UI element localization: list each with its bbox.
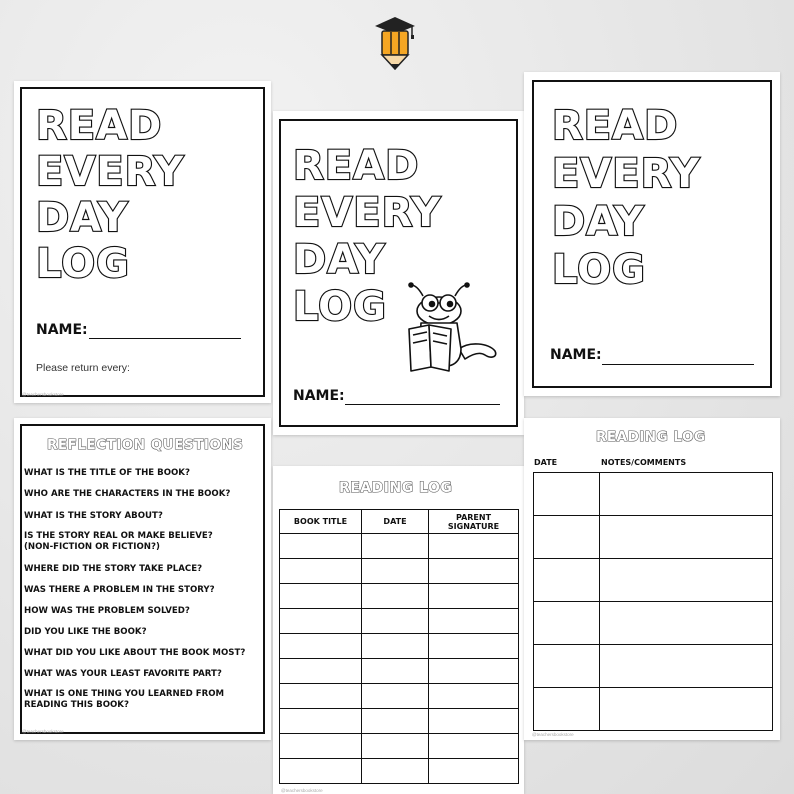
table-row	[280, 534, 519, 559]
name-label: NAME:	[550, 347, 602, 363]
cover-title-line-every: EVERY	[293, 190, 442, 236]
table-row	[534, 688, 773, 731]
table-cell[interactable]	[600, 473, 773, 516]
cover-title-line-every: EVERY	[552, 151, 701, 197]
cover-page-bookworm	[273, 111, 524, 435]
question-item: WHAT DID YOU LIKE ABOUT THE BOOK MOST?	[24, 648, 246, 658]
cover-title-line-log: LOG	[293, 284, 387, 330]
table-cell[interactable]	[429, 534, 519, 559]
table-cell[interactable]	[600, 645, 773, 688]
table-cell[interactable]	[429, 609, 519, 634]
table-cell[interactable]	[534, 645, 600, 688]
name-field[interactable]	[89, 338, 241, 339]
footer-credit: @teachersbookstore	[281, 788, 323, 793]
bookworm-reading-icon	[399, 271, 509, 381]
name-label: NAME:	[293, 388, 345, 404]
table-cell[interactable]	[534, 516, 600, 559]
logo	[372, 14, 422, 72]
table-cell[interactable]	[600, 516, 773, 559]
table-row	[280, 734, 519, 759]
table-row	[280, 559, 519, 584]
table-cell[interactable]	[280, 759, 362, 784]
table-row	[534, 559, 773, 602]
column-header-date: DATE	[362, 510, 429, 534]
table-cell[interactable]	[280, 584, 362, 609]
question-item: WHAT WAS YOUR LEAST FAVORITE PART?	[24, 669, 222, 679]
table-cell[interactable]	[362, 684, 429, 709]
table-cell[interactable]	[362, 534, 429, 559]
column-header-date: DATE	[534, 458, 558, 467]
cover-title-line-day: DAY	[293, 237, 386, 283]
reading-log-table	[279, 509, 519, 784]
table-cell[interactable]	[429, 634, 519, 659]
cover-title-line-log: LOG	[552, 247, 646, 293]
table-row	[280, 584, 519, 609]
column-header-notes-comments: NOTES/COMMENTS	[601, 458, 687, 467]
cover-title-line-day: DAY	[552, 199, 645, 245]
table-cell[interactable]	[600, 602, 773, 645]
table-cell[interactable]	[280, 659, 362, 684]
table-row	[280, 759, 519, 784]
name-field[interactable]	[602, 364, 754, 365]
footer-credit: @teachersbookstore	[22, 729, 64, 734]
table-cell[interactable]	[534, 688, 600, 731]
name-label: NAME:	[36, 322, 88, 338]
table-cell[interactable]	[362, 709, 429, 734]
question-item: DID YOU LIKE THE BOOK?	[24, 627, 147, 637]
table-cell[interactable]	[362, 559, 429, 584]
table-row	[534, 516, 773, 559]
table-row	[280, 634, 519, 659]
reading-log-title: READING LOG	[339, 480, 453, 496]
question-item: WHAT IS THE TITLE OF THE BOOK?	[24, 468, 190, 478]
table-cell[interactable]	[280, 734, 362, 759]
table-cell[interactable]	[534, 602, 600, 645]
reading-log-page-book-title	[273, 466, 524, 794]
table-row	[534, 645, 773, 688]
question-item: IS THE STORY REAL OR MAKE BELIEVE? (NON-FICTION OR FICTION?)	[24, 531, 213, 552]
reflection-questions-page	[14, 418, 271, 740]
notes-log-table	[533, 472, 773, 731]
cover-page-return	[14, 81, 271, 403]
question-item: WHAT IS THE STORY ABOUT?	[24, 511, 163, 521]
table-cell[interactable]	[429, 584, 519, 609]
table-row	[280, 609, 519, 634]
reading-log-page-notes	[524, 418, 780, 740]
cover-page-plain	[524, 72, 780, 396]
reading-log-title: READING LOG	[596, 429, 706, 445]
table-cell[interactable]	[429, 709, 519, 734]
table-cell[interactable]	[280, 559, 362, 584]
table-cell[interactable]	[362, 634, 429, 659]
table-cell[interactable]	[362, 659, 429, 684]
cover-title-line-log: LOG	[36, 241, 130, 287]
table-row	[280, 659, 519, 684]
question-item: WHAT IS ONE THING YOU LEARNED FROM READING THIS BOOK?	[24, 689, 225, 710]
table-row	[534, 473, 773, 516]
cover-title-line-read: READ	[36, 103, 163, 149]
return-instructions: Please return every:	[36, 362, 130, 374]
table-row	[534, 602, 773, 645]
footer-credit: @teachersbookstore	[532, 732, 574, 737]
reflection-title: REFLECTION QUESTIONS	[47, 437, 244, 453]
table-cell[interactable]	[534, 559, 600, 602]
table-cell[interactable]	[429, 659, 519, 684]
name-field[interactable]	[345, 404, 500, 405]
cover-title-line-read: READ	[552, 103, 679, 149]
table-cell[interactable]	[362, 584, 429, 609]
table-cell[interactable]	[362, 734, 429, 759]
table-cell[interactable]	[280, 684, 362, 709]
column-header-parent-signature: PARENT SIGNATURE	[429, 510, 519, 534]
table-cell[interactable]	[600, 559, 773, 602]
table-cell[interactable]	[534, 473, 600, 516]
table-cell[interactable]	[280, 534, 362, 559]
question-item: WAS THERE A PROBLEM IN THE STORY?	[24, 585, 215, 595]
table-cell[interactable]	[429, 559, 519, 584]
table-cell[interactable]	[362, 609, 429, 634]
question-item: HOW WAS THE PROBLEM SOLVED?	[24, 606, 190, 616]
table-cell[interactable]	[429, 684, 519, 709]
footer-credit: @teachersbookstore	[22, 392, 64, 397]
cover-title-line-day: DAY	[36, 195, 129, 241]
question-item: WHERE DID THE STORY TAKE PLACE?	[24, 564, 203, 574]
table-cell[interactable]	[280, 634, 362, 659]
table-cell[interactable]	[280, 609, 362, 634]
cover-title-line-read: READ	[293, 143, 420, 189]
table-cell[interactable]	[362, 759, 429, 784]
table-cell[interactable]	[429, 734, 519, 759]
cover-title-line-every: EVERY	[36, 149, 185, 195]
table-cell[interactable]	[280, 709, 362, 734]
table-row	[280, 709, 519, 734]
table-row	[280, 684, 519, 709]
table-cell[interactable]	[600, 688, 773, 731]
table-cell[interactable]	[429, 759, 519, 784]
question-item: WHO ARE THE CHARACTERS IN THE BOOK?	[24, 489, 231, 499]
graduation-cap-pencil-icon	[372, 14, 422, 72]
column-header-book-title: BOOK TITLE	[280, 510, 362, 534]
